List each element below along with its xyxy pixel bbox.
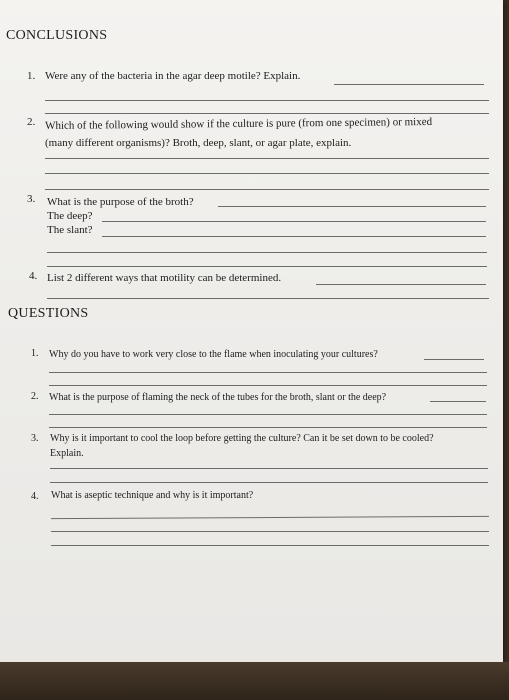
answer-line[interactable] — [424, 359, 484, 360]
question-2-number: 2. — [31, 391, 39, 402]
answer-line[interactable] — [45, 113, 489, 114]
conclusion-2-number: 2. — [27, 116, 36, 128]
answer-line[interactable] — [47, 266, 487, 267]
conclusion-4-number: 4. — [29, 270, 38, 282]
conclusions-heading: CONCLUSIONS — [6, 28, 108, 43]
answer-line[interactable] — [102, 221, 486, 222]
answer-line[interactable] — [50, 468, 488, 469]
question-2-text: What is the purpose of flaming the neck of the tubes for the broth, slant or the deep? — [49, 392, 387, 403]
answer-line[interactable] — [51, 516, 489, 519]
answer-line[interactable] — [50, 482, 488, 483]
answer-line[interactable] — [430, 401, 486, 402]
conclusion-3-text-line3: The slant? — [47, 224, 93, 236]
answer-line[interactable] — [45, 173, 489, 174]
conclusion-2-text: Which of the following would show if the culture is pure (from one specimen) or mixed — [45, 115, 433, 132]
question-1-text: Why do you have to work very close to the flame when inoculating your cultures? — [49, 349, 378, 360]
answer-line[interactable] — [51, 531, 489, 532]
answer-line[interactable] — [45, 189, 489, 190]
answer-line[interactable] — [316, 284, 486, 285]
conclusion-3-text: What is the purpose of the broth? — [47, 196, 194, 208]
questions-heading: QUESTIONS — [8, 306, 89, 321]
question-3-number: 3. — [31, 433, 39, 444]
answer-line[interactable] — [218, 206, 486, 207]
conclusion-3-number: 3. — [27, 193, 36, 205]
question-3-text-line2: Explain. — [50, 448, 84, 459]
answer-line[interactable] — [47, 252, 487, 253]
conclusion-3-text-line2: The deep? — [47, 210, 93, 222]
answer-line[interactable] — [49, 385, 487, 386]
answer-line[interactable] — [45, 158, 489, 159]
conclusion-1-number: 1. — [27, 70, 36, 82]
conclusion-4-text: List 2 different ways that motility can be determined. — [47, 272, 282, 284]
question-1-number: 1. — [31, 348, 39, 359]
answer-line[interactable] — [47, 298, 489, 299]
answer-line[interactable] — [49, 427, 487, 428]
question-3-text: Why is it important to cool the loop before getting the culture? Can it be set down to be cooled? — [50, 433, 434, 444]
conclusion-2-text-line2: (many different organisms)? Broth, deep, slant, or agar plate, explain. — [45, 137, 352, 149]
desk-surface — [0, 662, 509, 700]
answer-line[interactable] — [102, 236, 486, 237]
answer-line[interactable] — [45, 100, 489, 101]
question-4-number: 4. — [31, 491, 39, 502]
answer-line[interactable] — [334, 84, 484, 85]
answer-line[interactable] — [49, 372, 487, 373]
answer-line[interactable] — [49, 414, 487, 415]
answer-line[interactable] — [51, 545, 489, 546]
conclusion-1-text: Were any of the bacteria in the agar deep motile? Explain. — [45, 70, 301, 82]
question-4-text: What is aseptic technique and why is it important? — [51, 490, 254, 501]
